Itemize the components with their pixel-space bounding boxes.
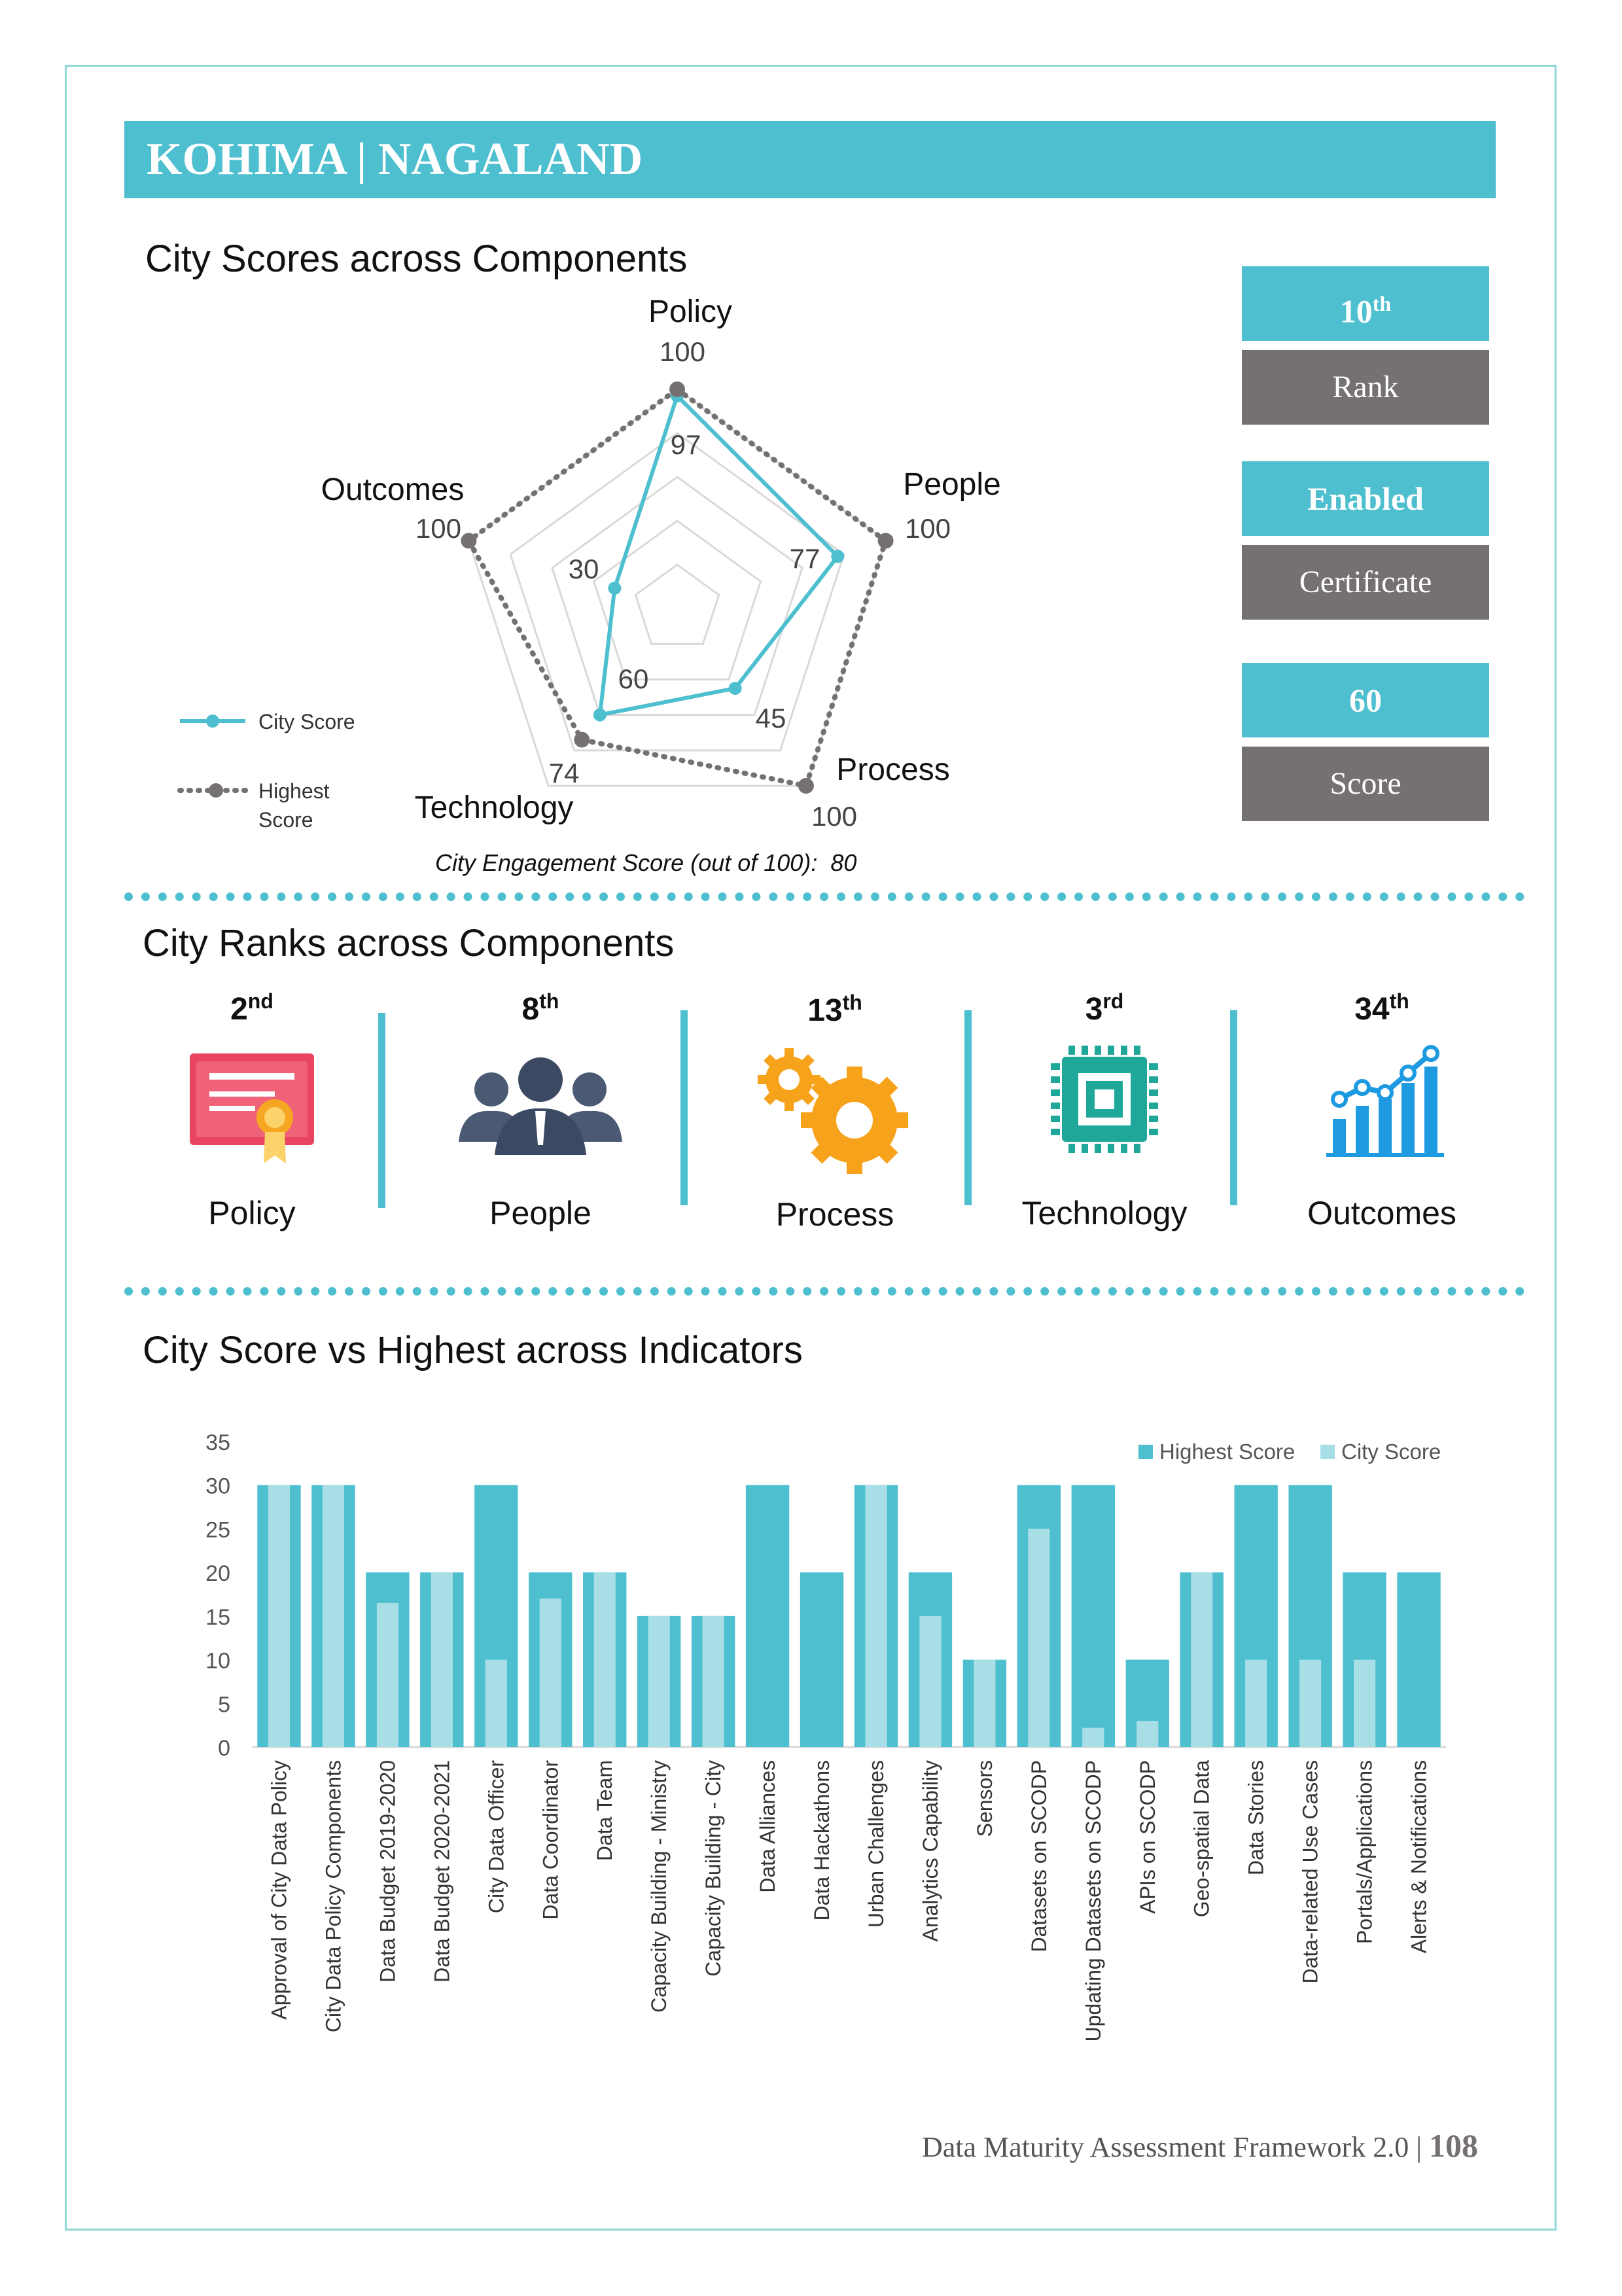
x-category-label: Updating Datasets on SCODP bbox=[1081, 1760, 1105, 2042]
engagement-score bbox=[435, 849, 856, 877]
engagement-label: City Engagement Score (out of 100): bbox=[435, 849, 818, 876]
indicator-bar-chart bbox=[0, 1407, 1622, 2100]
radar-city-point bbox=[608, 582, 621, 595]
city-score-bar bbox=[1354, 1660, 1375, 1747]
rank-people bbox=[423, 989, 658, 1232]
rank-technology-number: 3rd bbox=[1085, 989, 1124, 1027]
ranks-section-title: City Ranks across Components bbox=[143, 922, 675, 964]
rank-technology-label: Technology bbox=[1021, 1195, 1188, 1231]
radar-legend-city-marker bbox=[206, 715, 219, 728]
x-category-label: Data Budget 2019-2020 bbox=[376, 1760, 400, 1983]
radar-legend-city-label: City Score bbox=[258, 710, 355, 733]
certificate-label-box bbox=[1242, 545, 1489, 620]
city-score-bar bbox=[377, 1603, 398, 1747]
city-score-bar bbox=[268, 1485, 290, 1747]
score-value-box bbox=[1242, 663, 1489, 737]
city-score-bar bbox=[919, 1616, 941, 1747]
city-score-bar bbox=[1028, 1528, 1049, 1747]
radar-legend-highest-label: Highest bbox=[258, 779, 330, 803]
rank-process bbox=[717, 991, 953, 1233]
section-divider bbox=[124, 1287, 1525, 1296]
radar-city-point bbox=[729, 682, 742, 695]
highest-score-bar bbox=[746, 1485, 789, 1747]
y-tick-label: 20 bbox=[205, 1561, 230, 1587]
x-category-label: City Data Officer bbox=[484, 1760, 508, 1914]
rank-process-number: 13th bbox=[807, 991, 862, 1028]
highest-score-bar bbox=[1397, 1572, 1440, 1747]
rank-suffix: th bbox=[1372, 292, 1392, 315]
x-category-label: Alerts & Notifications bbox=[1407, 1760, 1431, 1954]
growth-chart-icon bbox=[1264, 1027, 1500, 1194]
radar-highest-point bbox=[574, 732, 590, 748]
city-score-bar bbox=[431, 1572, 453, 1747]
x-category-label: Data Budget 2020-2021 bbox=[430, 1760, 454, 1983]
x-category-label: Data-related Use Cases bbox=[1298, 1760, 1322, 1984]
city-score-bar bbox=[540, 1598, 561, 1747]
radar-highest-value: 100 bbox=[659, 336, 706, 367]
rank-value-box bbox=[1242, 266, 1489, 341]
rank-outcomes-number: 34th bbox=[1354, 989, 1409, 1027]
rank-outcomes bbox=[1264, 989, 1500, 1232]
indicators-section-title: City Score vs Highest across Indicators bbox=[143, 1329, 803, 1371]
city-score-bar bbox=[1299, 1660, 1321, 1747]
certificate-icon bbox=[134, 1027, 370, 1194]
radar-city-point bbox=[831, 550, 844, 563]
radar-axis-label: Policy bbox=[648, 294, 733, 329]
radar-highest-point bbox=[798, 778, 814, 794]
city-score-bar bbox=[1191, 1572, 1212, 1747]
rank-label-box bbox=[1242, 350, 1489, 425]
certificate-value-box bbox=[1242, 461, 1489, 536]
x-category-label: Portals/Applications bbox=[1352, 1760, 1377, 1945]
certificate-label: Certificate bbox=[1299, 565, 1432, 599]
radar-highest-value: 100 bbox=[904, 513, 951, 544]
radar-city-point bbox=[593, 709, 607, 722]
rank-technology bbox=[987, 989, 1222, 1232]
people-group-icon bbox=[423, 1027, 658, 1194]
y-tick-label: 35 bbox=[205, 1430, 230, 1455]
rank-outcomes-label: Outcomes bbox=[1307, 1195, 1456, 1231]
radar-gridline bbox=[594, 521, 761, 679]
city-score-bar bbox=[1137, 1721, 1158, 1747]
highest-score-bar bbox=[1072, 1485, 1115, 1747]
city-score-bar bbox=[1245, 1660, 1267, 1747]
x-category-label: Sensors bbox=[972, 1760, 996, 1837]
x-category-label: Data Stories bbox=[1244, 1760, 1268, 1876]
legend-city-label: City Score bbox=[1341, 1439, 1441, 1464]
legend-highest-label: Highest Score bbox=[1159, 1439, 1296, 1464]
section-divider bbox=[124, 892, 1525, 901]
x-category-label: Analytics Capability bbox=[918, 1760, 942, 1942]
city-score-bar bbox=[485, 1660, 507, 1747]
rank-policy bbox=[134, 989, 370, 1232]
components-section-title: City Scores across Components bbox=[145, 238, 688, 280]
rank-label: Rank bbox=[1332, 370, 1399, 404]
radar-city-value: 77 bbox=[789, 543, 820, 574]
y-tick-label: 30 bbox=[205, 1474, 230, 1499]
x-category-label: Data Alliances bbox=[756, 1760, 780, 1893]
score-label: Score bbox=[1330, 766, 1402, 801]
y-tick-label: 25 bbox=[205, 1517, 230, 1543]
x-category-label: City Data Policy Components bbox=[321, 1760, 345, 2033]
radar-highest-point bbox=[461, 533, 476, 548]
x-category-label: Data Coordinator bbox=[538, 1760, 563, 1920]
chip-icon bbox=[987, 1027, 1222, 1194]
x-category-label: Urban Challenges bbox=[864, 1760, 888, 1928]
highest-score-bar bbox=[800, 1572, 843, 1747]
radar-highest-point bbox=[878, 533, 894, 548]
city-score-bar bbox=[648, 1616, 670, 1747]
city-score-bar bbox=[594, 1572, 616, 1747]
rank-policy-number: 2nd bbox=[230, 989, 273, 1027]
city-score-bar bbox=[323, 1485, 344, 1747]
rank-divider bbox=[1230, 1010, 1237, 1205]
certificate-value: Enabled bbox=[1307, 480, 1424, 517]
rank-divider bbox=[964, 1010, 972, 1205]
radar-axis-label: People bbox=[903, 467, 1001, 502]
radar-legend-highest-marker bbox=[209, 783, 223, 798]
radar-gridline bbox=[635, 565, 718, 644]
y-tick-label: 15 bbox=[205, 1604, 230, 1630]
city-score-bar bbox=[1082, 1728, 1104, 1747]
x-category-label: Geo-spatial Data bbox=[1190, 1760, 1214, 1918]
radar-city-value: 45 bbox=[755, 703, 786, 733]
city-score-bar bbox=[865, 1485, 887, 1747]
y-tick-label: 0 bbox=[218, 1736, 230, 1761]
radar-highest-point bbox=[669, 381, 685, 397]
score-value: 60 bbox=[1349, 682, 1382, 718]
radar-axis-label: Outcomes bbox=[321, 472, 465, 507]
engagement-value: 80 bbox=[830, 849, 857, 876]
city-score-bar bbox=[703, 1616, 724, 1747]
x-category-label: Data Team bbox=[593, 1760, 617, 1862]
x-category-label: Approval of City Data Policy bbox=[267, 1760, 291, 2020]
radar-city-value: 30 bbox=[568, 554, 599, 584]
radar-highest-value: 74 bbox=[548, 758, 580, 788]
city-score-bar bbox=[974, 1660, 995, 1747]
y-tick-label: 5 bbox=[218, 1692, 230, 1718]
radar-axis-label: Process bbox=[836, 752, 950, 787]
page-footer: Data Maturity Assessment Framework 2.0 | 108 bbox=[921, 2127, 1478, 2164]
radar-highest-value: 100 bbox=[415, 513, 462, 544]
x-category-label: Capacity Building - City bbox=[701, 1760, 726, 1977]
radar-city-value: 97 bbox=[670, 429, 701, 460]
legend-highest-swatch bbox=[1138, 1445, 1153, 1459]
radar-axis-label: Technology bbox=[414, 790, 574, 825]
y-tick-label: 10 bbox=[205, 1648, 230, 1674]
x-category-label: Data Hackathons bbox=[810, 1760, 834, 1921]
rank-divider bbox=[680, 1010, 688, 1205]
x-category-label: Capacity Building - Ministry bbox=[647, 1760, 671, 2013]
score-label-box bbox=[1242, 747, 1489, 821]
radar-city-value: 60 bbox=[618, 663, 649, 694]
radar-highest-value: 100 bbox=[811, 801, 858, 832]
rank-people-label: People bbox=[489, 1195, 591, 1231]
rank-value: 10 bbox=[1339, 292, 1373, 330]
rank-people-number: 8th bbox=[521, 989, 559, 1027]
rank-process-label: Process bbox=[775, 1196, 894, 1233]
radar-legend-highest-label: Score bbox=[258, 808, 313, 832]
gears-icon bbox=[717, 1029, 953, 1195]
rank-divider bbox=[378, 1013, 385, 1208]
rank-policy-label: Policy bbox=[208, 1195, 296, 1231]
legend-city-swatch bbox=[1320, 1445, 1335, 1459]
x-category-label: APIs on SCODP bbox=[1135, 1760, 1159, 1914]
page-title: KOHIMA | NAGALAND bbox=[124, 121, 1496, 198]
x-category-label: Datasets on SCODP bbox=[1027, 1760, 1051, 1952]
